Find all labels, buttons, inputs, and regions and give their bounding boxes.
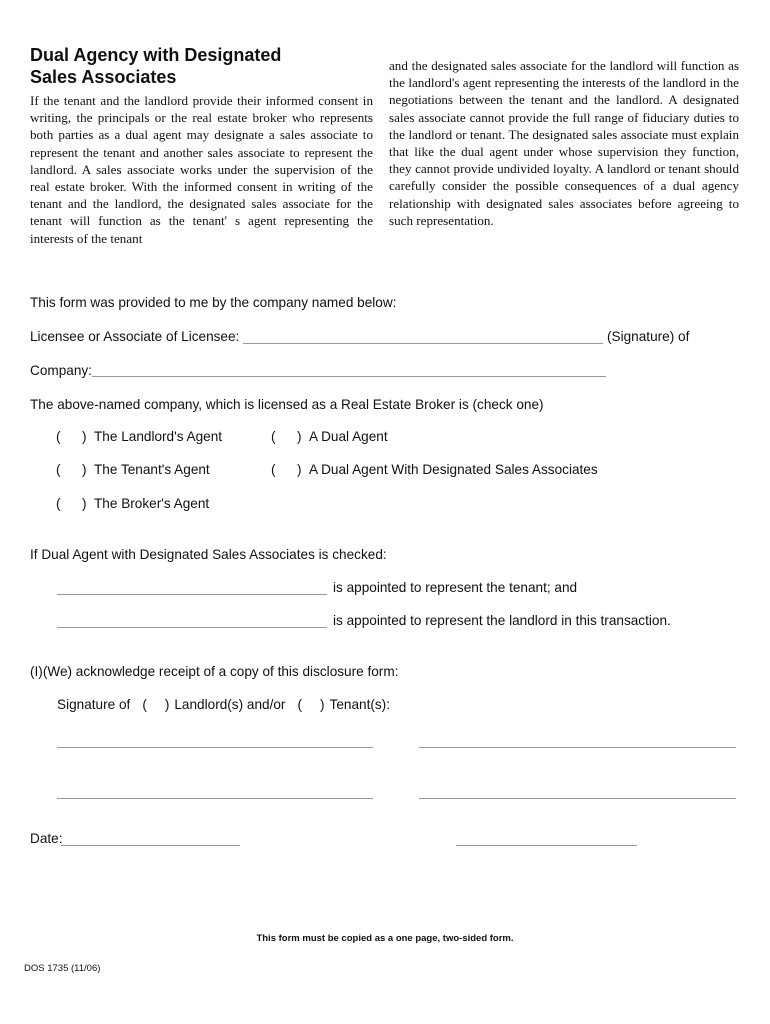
tenant-associate-line[interactable] [57, 594, 327, 595]
checkbox-open-paren: ( [56, 496, 61, 511]
signature-of-label: (Signature) of [607, 329, 690, 344]
checkbox-open-paren: ( [297, 697, 302, 712]
checkbox-open-paren: ( [142, 697, 147, 712]
option-label: The Tenant's Agent [94, 462, 210, 477]
company-name-line[interactable] [92, 376, 606, 377]
landlords-andor-label: Landlord(s) and/or [174, 697, 286, 712]
option-dual-agent[interactable] [271, 429, 388, 445]
option-tenants-agent[interactable] [56, 462, 210, 478]
body-right-column: and the designated sales associate for the landlord will function as the landlord's agent representing the interests of the landlord in the negotiations between the tenant and the landlord. A designated sales associate cannot provide the full range of fiduciary duties to the landlord or tenant. The designated sales associate must explain that like the dual agent under whose supervision they function, they cannot provide undivided loyalty. A landlord or tenant should carefully consider the possible consequences of a dual agency relationship with designated sales associates before agreeing to such representation. [389, 58, 739, 228]
option-label: A Dual Agent With Designated Sales Associates [309, 462, 598, 477]
heading-line-2: Sales Associates [30, 67, 177, 87]
date-line-1[interactable] [61, 845, 240, 846]
provided-statement: This form was provided to me by the company named below: [30, 295, 397, 310]
checkbox-open-paren: ( [56, 462, 61, 477]
checkbox-close-paren: ) [82, 496, 87, 511]
signature-line-4[interactable] [419, 798, 736, 799]
body-left-column: If the tenant and the landlord provide their informed consent in writing, the principals or the real estate broker who represents both parties as a dual agent may designate a sales associate to represent the tenant and another sales associate to represent the landlord. A sales associate works under the supervision of the real estate broker. With the informed consent in writing of the tenant and the landlord, the designated sales associate for the tenant will function as the tenant' s agent representing the interests of the tenant [30, 93, 373, 246]
appointed-tenant-text: is appointed to represent the tenant; and [333, 580, 578, 595]
signature-of-prefix: Signature of [57, 697, 131, 712]
tenants-label: Tenant(s): [329, 697, 390, 712]
company-label: Company: [30, 363, 92, 378]
signature-line-3[interactable] [57, 798, 373, 799]
if-dual-statement: If Dual Agent with Designated Sales Associates is checked: [30, 547, 387, 562]
date-label: Date: [30, 831, 63, 846]
checkbox-open-paren: ( [56, 429, 61, 444]
licensee-signature-line[interactable] [243, 343, 603, 344]
heading-line-1: Dual Agency with Designated [30, 45, 282, 65]
landlord-associate-line[interactable] [57, 627, 327, 628]
tenant-checkbox[interactable] [297, 697, 324, 713]
option-dual-agent-designated[interactable] [271, 462, 598, 478]
signature-line-2[interactable] [419, 747, 736, 748]
date-line-2[interactable] [456, 845, 637, 846]
checkbox-close-paren: ) [164, 697, 170, 712]
option-label: A Dual Agent [309, 429, 388, 444]
landlord-checkbox[interactable] [142, 697, 169, 713]
checkbox-close-paren: ) [82, 462, 87, 477]
checkbox-close-paren: ) [297, 429, 302, 444]
checkbox-close-paren: ) [297, 462, 302, 477]
acknowledge-statement: (I)(We) acknowledge receipt of a copy of this disclosure form: [30, 664, 399, 679]
checkbox-close-paren: ) [320, 697, 325, 712]
checkbox-open-paren: ( [271, 462, 276, 477]
checkbox-open-paren: ( [271, 429, 276, 444]
option-landlords-agent[interactable] [56, 429, 222, 445]
licensed-as-statement: The above-named company, which is licensed as a Real Estate Broker is (check one) [30, 397, 544, 412]
form-code: DOS 1735 (11/06) [24, 963, 101, 974]
footer-note: This form must be copied as a one page, two-sided form. [256, 933, 514, 944]
option-brokers-agent[interactable] [56, 496, 209, 512]
appointed-landlord-text: is appointed to represent the landlord in this transaction. [333, 613, 671, 628]
licensee-label: Licensee or Associate of Licensee: [30, 329, 240, 344]
option-label: The Broker's Agent [94, 496, 210, 511]
checkbox-close-paren: ) [82, 429, 87, 444]
signature-of-row [57, 697, 390, 713]
option-label: The Landlord's Agent [94, 429, 223, 444]
form-heading [30, 44, 370, 88]
signature-line-1[interactable] [57, 747, 373, 748]
